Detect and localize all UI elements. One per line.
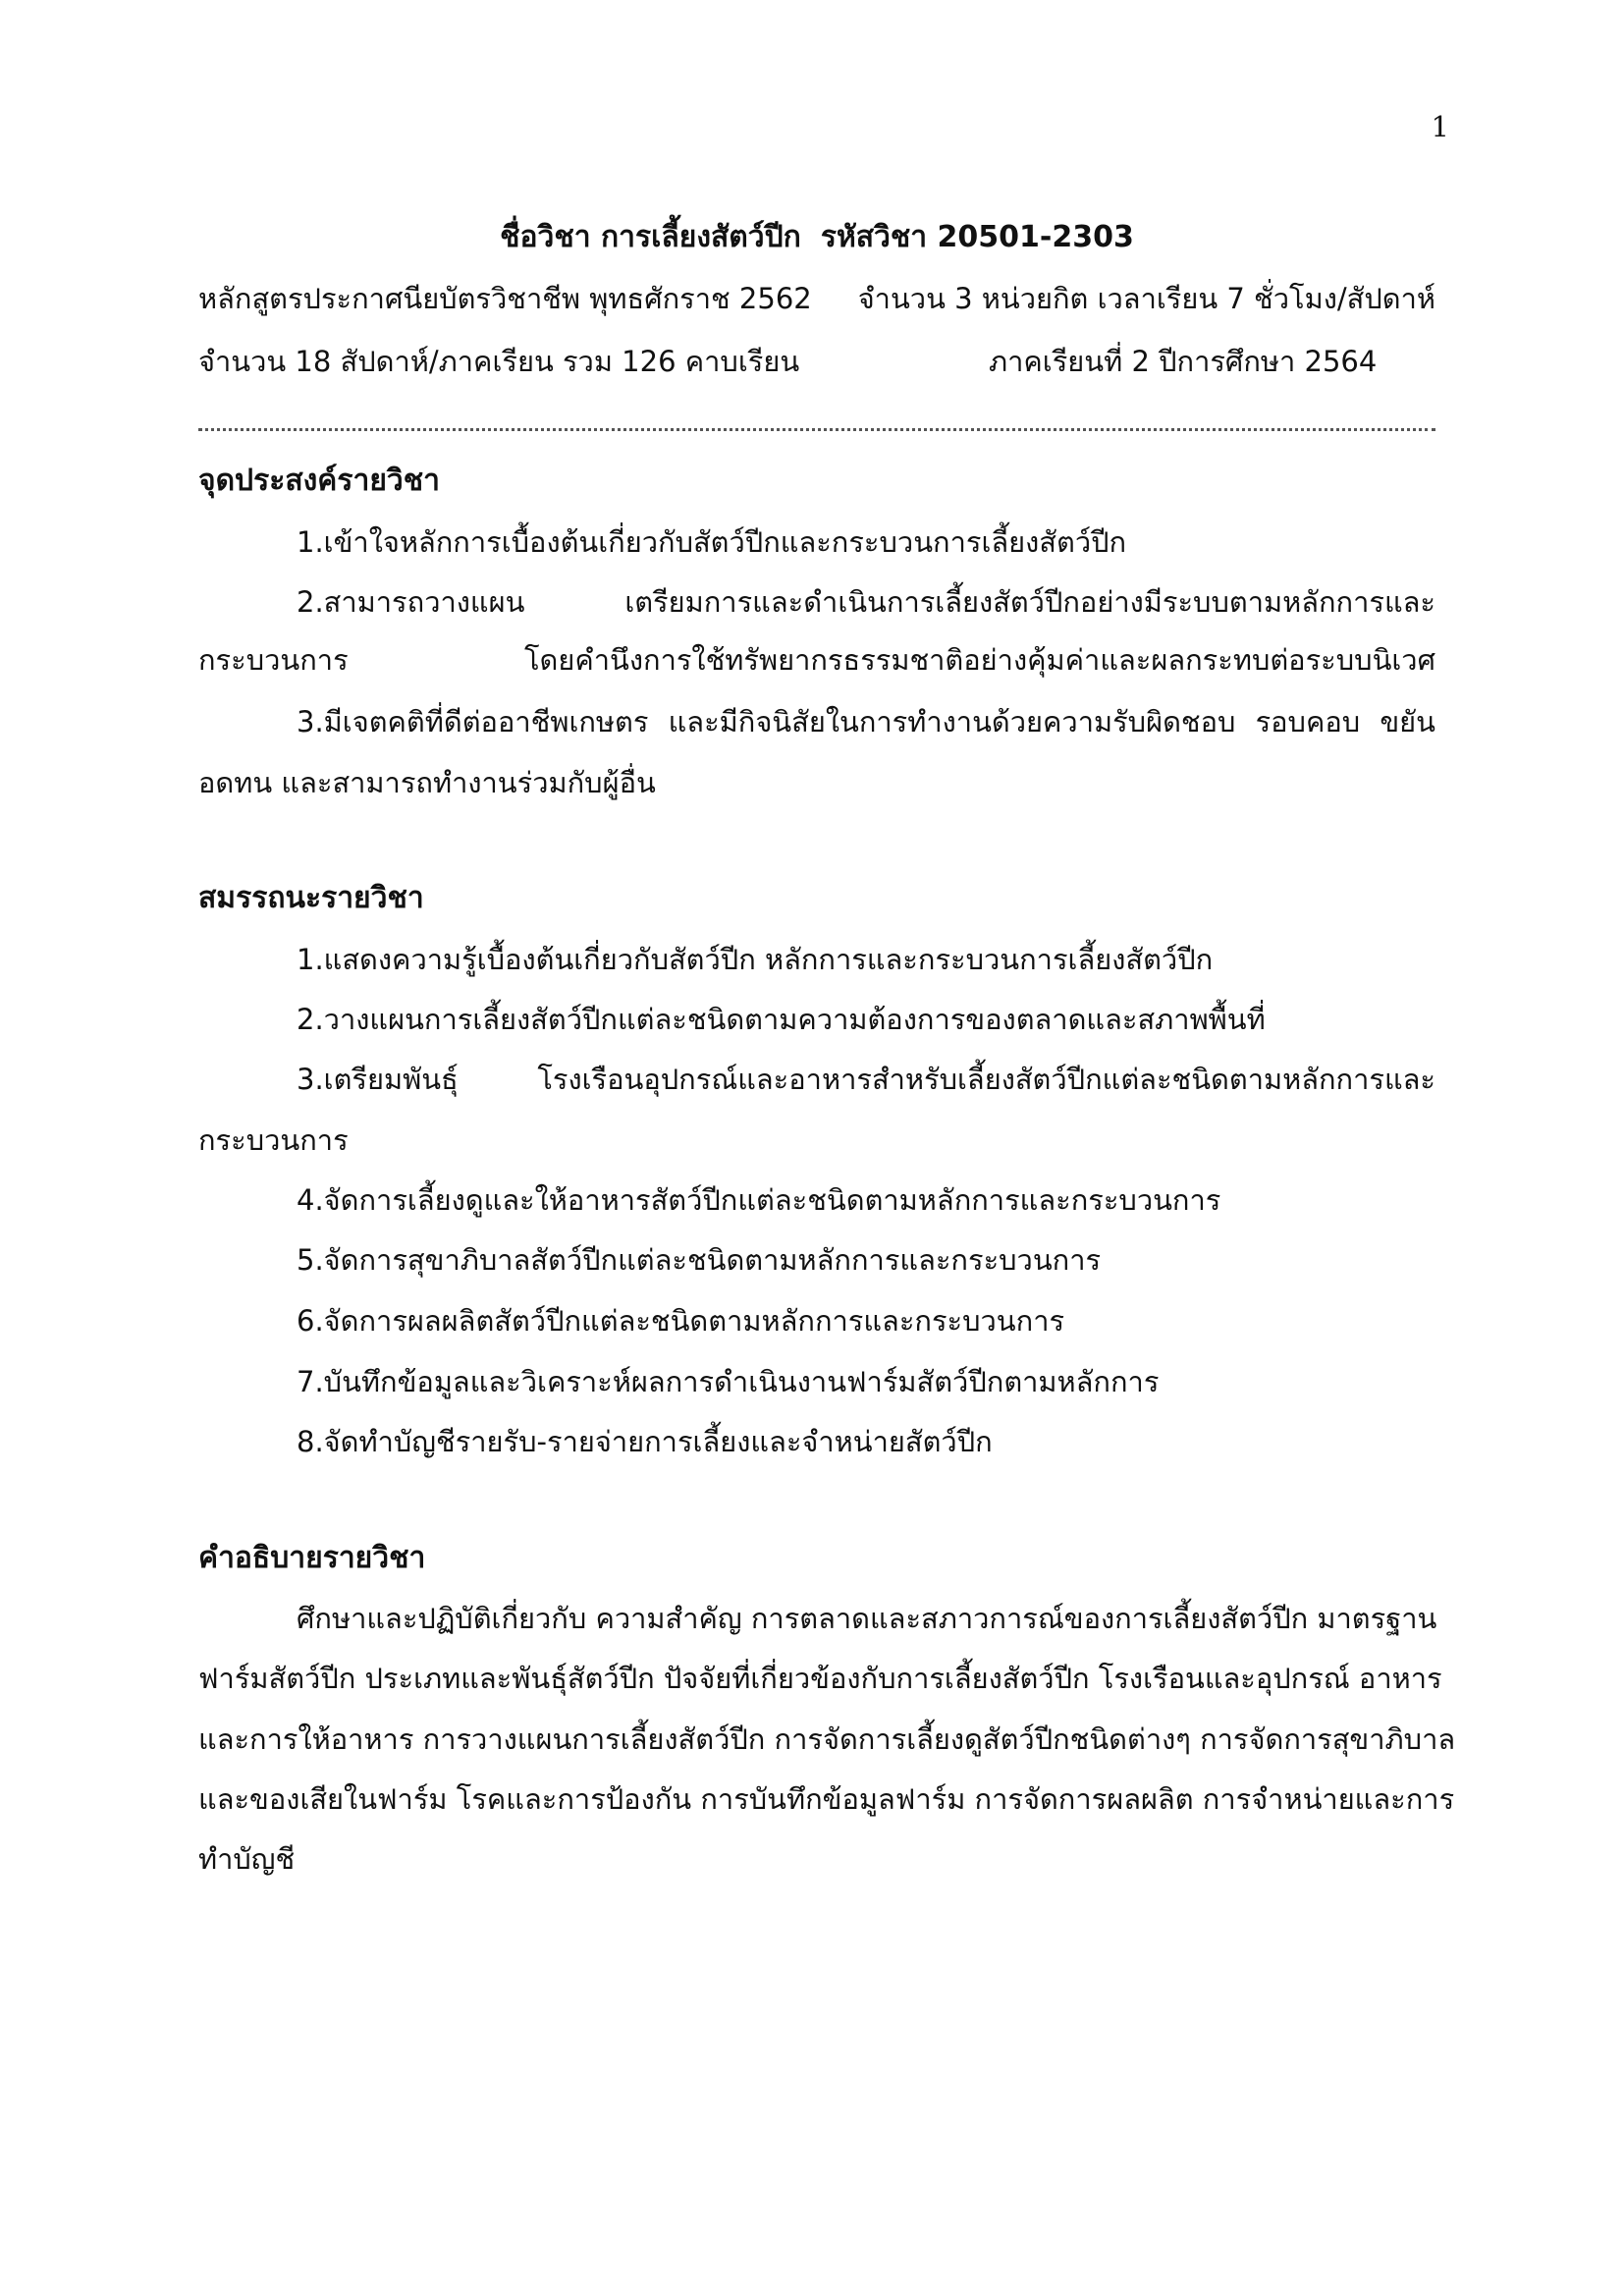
competency-line-5: 5.จัดการสุขาภิบาลสัตว์ปีกแต่ละชนิดตามหลักการและกระบวนการ [297,1243,1102,1277]
objectives-heading: จุดประสงค์รายวิชา [198,464,440,498]
objective-line-1: 1.เข้าใจหลักการเบื้องต้นเกี่ยวกับสัตว์ปีกและกระบวนการเลี้ยงสัตว์ปีก [297,525,1127,559]
competency-line-8: 8.จัดทำบัญชีรายรับ-รายจ่ายการเลี้ยงและจำหน่ายสัตว์ปีก [297,1425,993,1458]
objective-line-5: อดทน และสามารถทำงานร่วมกับผู้อื่น [198,766,656,799]
objective-line-4: 3.มีเจตคติที่ดีต่ออาชีพเกษตร และมีกิจนิสัยในการทำงานด้วยความรับผิดชอบ รอบคอบ ขยัน [297,705,1435,738]
course-name: ชื่อวิชา การเลี้ยงสัตว์ปีก [500,220,801,254]
description-line-3: และการให้อาหาร การวางแผนการเลี้ยงสัตว์ปีก การจัดการเลี้ยงดูสัตว์ปีกชนิดต่างๆ การจัดการสุขาภิบาล [198,1722,1456,1756]
info-row-1 [198,277,1435,320]
dotted-separator [198,428,1435,431]
description-line-2: ฟาร์มสัตว์ปีก ประเภทและพันธุ์สัตว์ปีก ปัจจัยที่เกี่ยวข้องกับการเลี้ยงสัตว์ปีก โรงเรือนและอุปกรณ์ อาหาร [198,1662,1442,1695]
competency-line-7: 7.บันทึกข้อมูลและวิเคราะห์ผลการดำเนินงานฟาร์มสัตว์ปีกตามหลักการ [297,1365,1160,1398]
page-number: 1 [1431,110,1449,143]
course-title [198,216,1435,259]
credits-text: จำนวน 3 หน่วยกิต เวลาเรียน 7 ชั่วโมง/สัปดาห์ [857,282,1435,315]
competency-line-2: 2.วางแผนการเลี้ยงสัตว์ปีกแต่ละชนิดตามความต้องการของตลาดและสภาพพื้นที่ [297,1003,1266,1036]
curriculum-text: หลักสูตรประกาศนียบัตรวิชาชีพ พุทธศักราช 2562 [198,282,812,315]
weeks-text: จำนวน 18 สัปดาห์/ภาคเรียน รวม 126 คาบเรียน [198,345,800,378]
competency-line-4: 4.จัดการเลี้ยงดูและให้อาหารสัตว์ปีกแต่ละชนิดตามหลักการและกระบวนการ [297,1183,1221,1217]
competency-line-3: 3.เตรียมพันธุ์ โรงเรือนอุปกรณ์และอาหารสำหรับเลี้ยงสัตว์ปีกแต่ละชนิดตามหลักการและ [297,1063,1435,1096]
objective-line-3: กระบวนการ โดยคำนึงการใช้ทรัพยากรธรรมชาติอย่างคุ้มค่าและผลกระทบต่อระบบนิเวศ [198,643,1435,677]
description-line-4: และของเสียในฟาร์ม โรคและการป้องกัน การบันทึกข้อมูลฟาร์ม การจัดการผลผลิต การจำหน่ายและการ [198,1782,1455,1816]
description-heading: คำอธิบายรายวิชา [198,1541,426,1575]
description-line-1: ศึกษาและปฏิบัติเกี่ยวกับ ความสำคัญ การตลาดและสภาวการณ์ของการเลี้ยงสัตว์ปีก มาตรฐาน [297,1602,1437,1635]
competency-line-6: 6.จัดการผลผลิตสัตว์ปีกแต่ละชนิดตามหลักการและกระบวนการ [297,1304,1065,1338]
competencies-heading: สมรรถนะรายวิชา [198,881,424,915]
description-line-5: ทำบัญชี [198,1842,296,1876]
competency-line-1: 1.แสดงความรู้เบื้องต้นเกี่ยวกับสัตว์ปีก หลักการและกระบวนการเลี้ยงสัตว์ปีก [297,943,1214,976]
semester-text: ภาคเรียนที่ 2 ปีการศึกษา 2564 [989,345,1378,378]
course-code: รหัสวิชา 20501-2303 [820,220,1134,254]
info-row-2 [198,340,1435,383]
objective-line-2: 2.สามารถวางแผน เตรียมการและดำเนินการเลี้ยงสัตว์ปีกอย่างมีระบบตามหลักการและ [297,585,1435,619]
competency-line-3-cont: กระบวนการ [198,1123,349,1157]
